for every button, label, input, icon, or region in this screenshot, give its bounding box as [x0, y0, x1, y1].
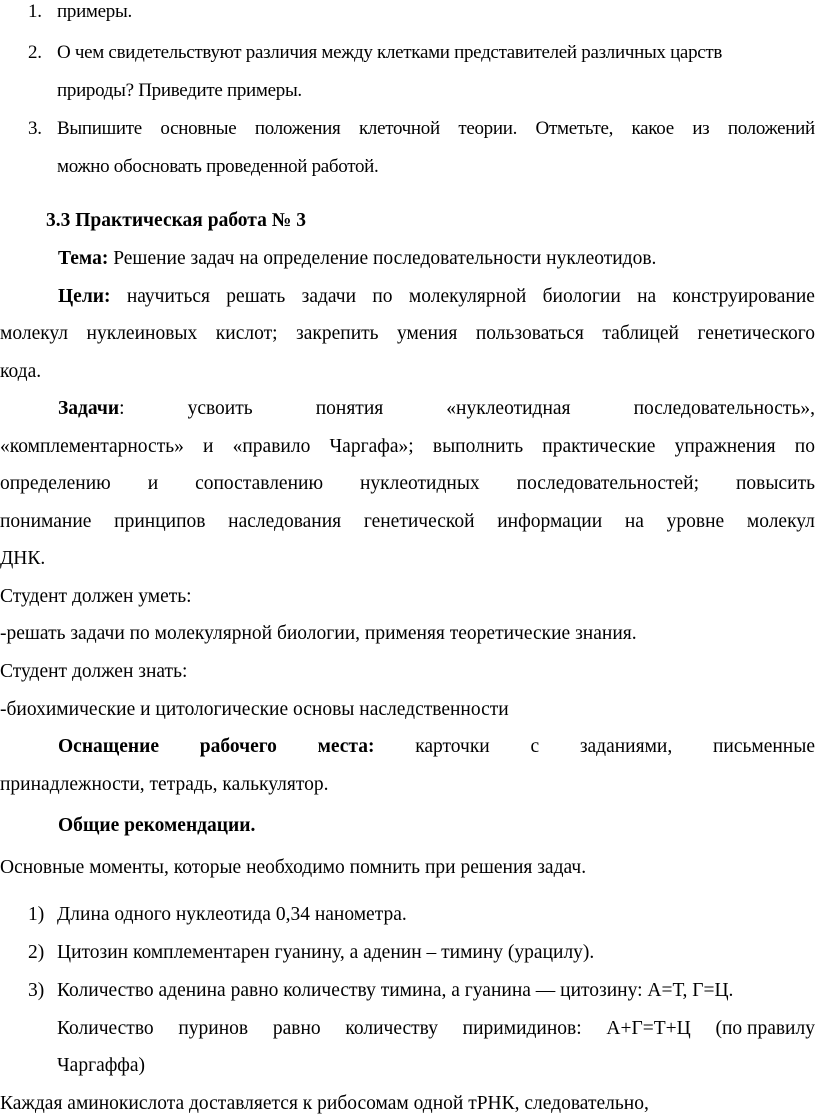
bottom-list-item-1: 1) [28, 904, 45, 925]
tasks-line-4: понимание принципов наследования генетической информации на уровне молекул [0, 511, 815, 532]
tasks-line-3: определению и сопоставлению нуклеотидных последовательностей; повысить [0, 473, 815, 494]
bottom-list-item-3-line-1: Количество аденина равно количеству тимина, а гуанина — цитозину: А=Т, Г=Ц. [57, 980, 734, 1001]
main-points-intro: Основные моменты, которые необходимо помнить при решения задач. [0, 857, 587, 878]
top-list-item-2-num: 2. [28, 42, 42, 63]
goals-line-3: кода. [0, 361, 42, 382]
top-list-item-3-line-2: можно обосновать проведенной работой. [57, 156, 379, 177]
student-must-can: Студент должен уметь: [0, 586, 192, 607]
section-heading: 3.3 Практическая работа № 3 [46, 210, 306, 231]
tasks-line-5: ДНК. [0, 548, 46, 569]
student-know-item: -биохимические и цитологические основы наследственности [0, 699, 509, 720]
goals-line-2: молекул нуклеиновых кислот; закрепить умения пользоваться таблицей генетического [0, 323, 815, 344]
recommendations-heading: Общие рекомендации. [58, 815, 256, 836]
tasks-line-2: «комплементарность» и «правило Чаргафа»; выполнить практические упражнения по [0, 436, 815, 457]
bottom-list-item-3: 3) [28, 980, 45, 1001]
goals-line-1: Цели: научиться решать задачи по молекулярной биологии на конструирование [58, 286, 815, 307]
top-list-item-2-line-1: О чем свидетельствуют различия между клетками представителей различных царств [57, 42, 723, 63]
bottom-list-item-1-text: Длина одного нуклеотида 0,34 нанометра. [57, 904, 407, 925]
tasks-line-1: Задачи: усвоить понятия «нуклеотидная последовательность», [58, 398, 815, 419]
top-list-item-1-text: примеры. [57, 1, 132, 22]
bottom-list-item-3-line-3: Чаргаффа) [57, 1055, 146, 1076]
top-list-item-3-line-1: Выпишите основные положения клеточной теории. Отметьте, какое из положений [57, 118, 815, 139]
equipment-line-1: Оснащение рабочего места: карточки с заданиями, письменные [58, 736, 815, 757]
top-list-item-2-line-2: природы? Приведите примеры. [57, 80, 302, 101]
student-must-know: Студент должен знать: [0, 661, 188, 682]
top-list-item-3-num: 3. [28, 118, 42, 139]
bottom-list-item-3-line-2: Количество пуринов равно количеству пиримидинов: А+Г=Т+Ц (по правилу [57, 1018, 815, 1039]
equipment-line-2: принадлежности, тетрадь, калькулятор. [0, 774, 329, 795]
topic-line: Тема: Решение задач на определение последовательности нуклеотидов. [58, 248, 657, 269]
bottom-list-item-2: 2) [28, 942, 45, 963]
final-line: Каждая аминокислота доставляется к рибосомам одной тРНК, следовательно, [0, 1093, 649, 1114]
student-can-item: -решать задачи по молекулярной биологии, применяя теоретические знания. [0, 623, 637, 644]
top-list-item-1: 1. [28, 1, 42, 22]
bottom-list-item-2-text: Цитозин комплементарен гуанину, а аденин – тимину (урацилу). [57, 942, 595, 963]
